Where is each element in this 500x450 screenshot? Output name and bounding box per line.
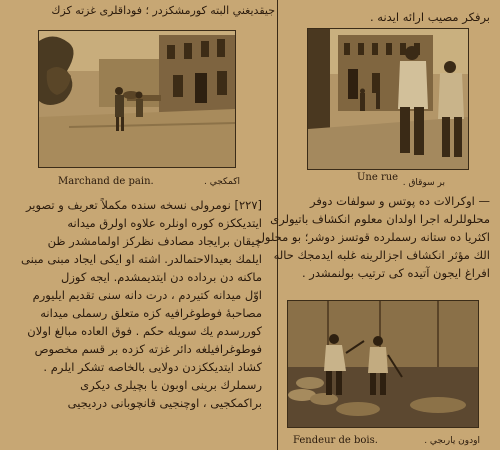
street-photo [307, 28, 469, 170]
top-left-text-line: جيقديغني البته كورمشكزدر ؛ فوداقلرى غزته كزك [51, 4, 275, 17]
left-line-12: براكمكجيى ، اوچنجيى قانچوبانى درديجيى [67, 396, 262, 410]
woodcutter-photo [287, 300, 479, 428]
bread-seller-caption-fr: Marchand de pain. [58, 176, 154, 187]
left-line-10: كشاد ايتديككزدن دولايى بالخاصه تشكر ايلرم . [43, 360, 262, 374]
left-line-5: ماكنه دن برداده دن ايتديمشدم. ايجه كوزل [61, 270, 262, 284]
woodcutter-illustration [288, 301, 478, 427]
left-line-11: رسملرك برينى اوبون يا بچيلرى ديكرى [80, 378, 262, 392]
woodcutter-caption-ot: اودون يارىجي . [424, 436, 480, 446]
left-line-9: فوطوغرافيلغه دائر غزته كزده بر قسم مخصوص [34, 342, 262, 356]
right-line-3: اكثريا ده ستانه رسملرده قوتسز دوشر؛ بو محلول [256, 230, 490, 244]
right-text-column [256, 192, 490, 282]
left-line-6: اوّل ميدانه كتيردم ، درت دانه سنى تقديم ايليورم [32, 288, 262, 302]
left-text-column [18, 196, 262, 412]
left-line-7: مصاحبهٔ فوطوغرافيه كزه متعلق رسملى ميدانه [40, 306, 262, 320]
top-right-text-line: برفكر مصيب ارائه ايدنه . [369, 10, 490, 24]
woodcutter-caption-fr: Fendeur de bois. [293, 435, 378, 446]
left-line-3: چيقان برايجاد مصادف نظركز اولمامشدر ظن [47, 234, 262, 248]
bread-seller-photo [38, 30, 236, 168]
bread-seller-caption-ot: اكمكجي . [204, 177, 240, 187]
left-line-2: ايتديككزه كوره اونلره علاوه اولرق ميدانه [67, 216, 262, 230]
right-line-2: محلوللرله اجرا اولدان معلوم انكشاف باتيولرى [270, 212, 490, 226]
left-line-8: كوررسدم يك سويله حكم . فوق العاده مبالغ اولان [27, 324, 262, 338]
street-caption-ot: بر سوقاق . [402, 178, 445, 188]
right-line-1: — اوكرالات ده پوتس و سولفات دوفر [309, 194, 490, 208]
left-line-1: [٢٢٧] نومرولى نسخه سنده مكملاً تعريف و تصوير [25, 198, 262, 212]
street-illustration [308, 29, 468, 169]
right-line-5: افراغ ايجون آتيده كى ترتيب بولنمشدر . [302, 266, 490, 280]
right-line-4: الك مؤثر انكشاف اجزالرينه غلبه ايدمجك حاله [273, 248, 490, 262]
left-line-4: ايلمك بعيدالاحتمالدر. اشته او ايكى ايجاد مبنى مبنى [21, 252, 262, 266]
street-caption-fr: Une rue [357, 172, 399, 183]
bread-seller-illustration [39, 31, 235, 167]
